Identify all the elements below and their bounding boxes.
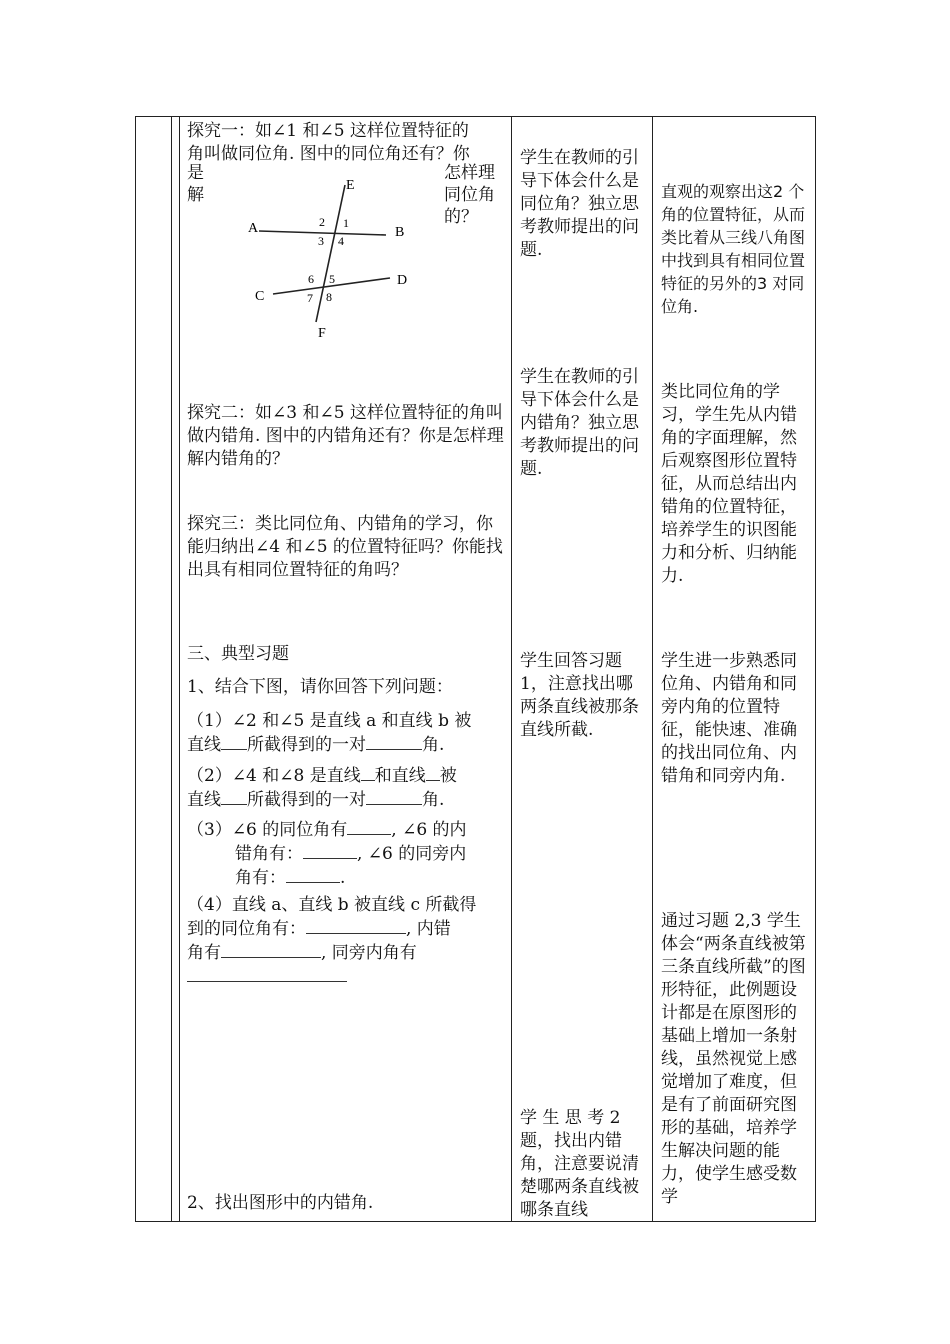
q1-1-line-2: 直线 所截得到的一对 角.: [187, 735, 445, 755]
angle-8: 8: [326, 290, 332, 304]
q1-1-line-1: （1）∠2 和∠5 是直线 a 和直线 b 被: [187, 711, 472, 731]
q1-4-line-1: （4）直线 a、直线 b 被直线 c 所截得: [187, 895, 477, 915]
three-lines-eight-angles-figure: [240, 170, 430, 345]
blank-field[interactable]: [347, 818, 391, 835]
exploration-2: 探究二：如∠3 和∠5 这样位置特征的角叫做内错角. 图中的内错角还有？你是怎样理解内错角的？: [187, 403, 504, 469]
exploration-1-right-words: [444, 162, 495, 228]
question-1-part-2: [187, 764, 507, 812]
label-f: F: [318, 326, 326, 341]
design-intent-4: 通过习题 2,3 学生体会“两条直线被第三条直线所截”的图形特征，此例题设计都是在原图形的基础上增加一条射线，虽然视觉上感觉增加了难度，但是有了前面研究图形的基础，培养学生解决问题的能力，使学生感受数学: [661, 911, 806, 1207]
q1-4-line-3: 角有 , 同旁内角有: [187, 943, 417, 963]
blank-field[interactable]: [187, 965, 347, 982]
student-activity-3: 学生回答习题1，注意找出哪两条直线被那条直线所截.: [520, 651, 639, 740]
question-1: 1、结合下图，请你回答下列问题：: [187, 677, 453, 697]
blank-field[interactable]: [303, 842, 357, 859]
column-divider-1: [171, 117, 172, 1221]
label-a: A: [248, 221, 259, 236]
angle-5: 5: [329, 272, 335, 286]
design-intent-2: 类比同位角的学习，学生先从内错角的字面理解，然后观察图形位置特征，从而总结出内错角的位置特征，培养学生的识图能力和分析、归纳能力.: [661, 382, 797, 586]
q1-3-line-3: 角有： .: [235, 868, 346, 888]
q1-3-line-2: 错角有： , ∠6 的同旁内: [235, 844, 467, 864]
blank-field[interactable]: [361, 764, 375, 781]
blank-field[interactable]: [306, 917, 406, 934]
q1-2-line-1: （2）∠4 和∠8 是直线 和直线 被: [187, 766, 457, 786]
exploration-1-line-2: 角叫做同位角. 图中的同位角还有？你: [187, 144, 470, 164]
design-intent-1: 直观的观察出这2 个角的位置特征，从而类比着从三线八角图中找到具有相同位置特征的另外的3 对同位角.: [661, 182, 806, 316]
label-d: D: [397, 273, 408, 288]
question-1-part-3: [187, 818, 507, 890]
exploration-1-left-words: [187, 162, 204, 206]
label-e: E: [346, 178, 355, 193]
word-de: 的？: [444, 207, 478, 227]
column-divider-3: [511, 117, 512, 1221]
label-c: C: [255, 289, 265, 304]
exploration-1-line-1: 探究一：如∠1 和∠5 这样位置特征的: [187, 121, 469, 141]
angle-4: 4: [338, 234, 344, 248]
q1-4-line-2: 到的同位角有： , 内错: [187, 919, 451, 939]
student-activity-2: 学生在教师的引导下体会什么是内错角？独立思考教师提出的问题.: [520, 367, 639, 479]
question-1-part-1: [187, 710, 507, 757]
exploration-3: 探究三：类比同位角、内错角的学习，你能归纳出∠4 和∠5 的位置特征吗？你能找出具有相同位置特征的角吗？: [187, 514, 503, 580]
angle-7: 7: [307, 291, 313, 305]
q1-3-line-1: （3）∠6 的同位角有 , ∠6 的内: [187, 820, 467, 840]
blank-field[interactable]: [366, 733, 422, 750]
angle-1: 1: [343, 216, 349, 230]
student-activity-1: 学生在教师的引导下体会什么是同位角？独立思考教师提出的问题.: [520, 148, 639, 260]
exploration-1: [187, 120, 507, 166]
student-activity-4: 学 生 思 考 2 题，找出内错角，注意要说清楚哪两条直线被哪条直线: [520, 1108, 639, 1220]
word-shi: 是: [187, 163, 204, 183]
blank-field[interactable]: [286, 866, 340, 883]
column-divider-2: [179, 117, 180, 1221]
section-title: 三、典型习题: [187, 644, 289, 664]
word-jie: 解: [187, 185, 204, 205]
q1-4-line-4: [187, 965, 507, 989]
blank-field[interactable]: [221, 788, 247, 805]
angle-3: 3: [318, 234, 324, 248]
q1-2-line-2: 直线 所截得到的一对 角.: [187, 790, 445, 810]
question-2: 2、找出图形中的内错角.: [187, 1193, 374, 1213]
blank-field[interactable]: [426, 764, 440, 781]
blank-field[interactable]: [366, 788, 422, 805]
blank-field[interactable]: [221, 733, 247, 750]
design-intent-3: 学生进一步熟悉同位角、内错角和同旁内角的位置特征，能快速、准确的找出同位角、内错角和同旁内角.: [661, 651, 797, 786]
label-b: B: [395, 225, 405, 240]
angle-2: 2: [319, 215, 325, 229]
question-1-part-4: [187, 894, 507, 989]
blank-field[interactable]: [221, 941, 321, 958]
angle-6: 6: [308, 272, 314, 286]
word-zenyangli: 怎样理: [444, 163, 495, 183]
column-divider-4: [652, 117, 653, 1221]
word-tongweijiao: 同位角: [444, 185, 495, 205]
